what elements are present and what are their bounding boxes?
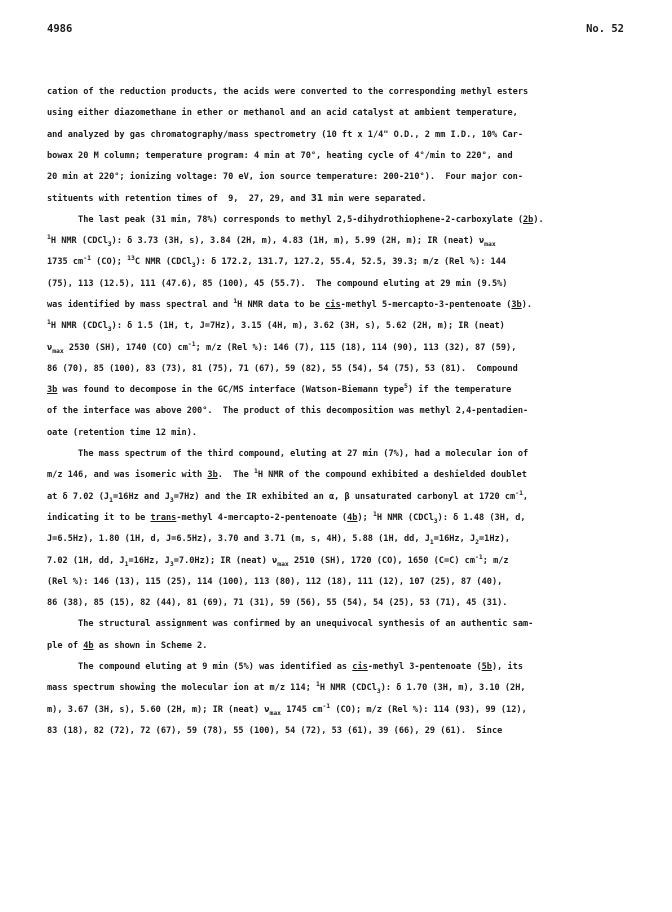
text-line [47, 508, 627, 529]
text-segment: C NMR (CDCl [134, 257, 192, 268]
text-line [47, 295, 627, 316]
subscript: max [52, 346, 64, 355]
text-line [47, 167, 627, 188]
subscript: 3 [169, 495, 174, 504]
subscript: 3 [191, 261, 196, 270]
text-segment: at δ 7.02 (J [47, 491, 110, 502]
compound-label: 3b [207, 470, 218, 481]
superscript: 5 [404, 382, 408, 391]
text-segment: , [522, 491, 529, 502]
text-segment: indicating it to be [47, 512, 151, 523]
text-segment: =7.0Hz); IR (neat) ν [173, 555, 278, 566]
text-segment: stituents with retention times of 9, 27, 29, and [47, 194, 311, 205]
text-segment: of the interface was above 200°. The product of this decomposition was methyl 2,4-pentadien- [47, 406, 529, 417]
subscript: max [277, 559, 289, 568]
text-segment: (CO); [90, 257, 128, 268]
text-segment: 1745 cm [281, 704, 323, 715]
subscript: 3 [107, 325, 112, 334]
text-segment: as shown in Scheme 2. [93, 640, 208, 651]
subscript: 3 [169, 559, 174, 568]
text-segment: 86 (70), 85 (100), 83 (73), 81 (75), 71 (67), 59 (82), 55 (54), 54 (75), 53 (81). Compound [47, 363, 518, 374]
text-line [47, 146, 627, 167]
text-segment: -methyl 3-pentenoate ( [367, 662, 482, 673]
text-segment: ): δ 1.70 (3H, m), 3.10 (2H, [380, 683, 526, 694]
text-segment: (Rel %): 146 (13), 115 (25), 114 (100), 113 (80), 112 (18), 111 (12), 107 (25), 87 (40), [47, 576, 503, 587]
subscript: 3 [433, 516, 438, 525]
text-line [47, 210, 627, 231]
text-line [47, 125, 627, 146]
text-line [47, 444, 627, 465]
subscript: 3 [107, 240, 112, 249]
superscript: -1 [515, 488, 523, 497]
compound-label: 3b [47, 385, 58, 396]
superscript: 1 [253, 467, 258, 476]
text-line [47, 593, 627, 614]
text-segment: 31 [310, 193, 323, 205]
text-segment: =7Hz) and the IR exhibited an α, β unsaturated carbonyl at 1720 cm [173, 491, 516, 502]
text-segment: 1735 cm [47, 257, 84, 268]
text-segment: cation of the reduction products, the acids were converted to the corresponding methyl esters [47, 87, 529, 97]
compound-label: 4b [347, 512, 358, 523]
text-segment: using either diazomethane in ether or methanol and an acid catalyst at ambient temperature, [47, 108, 518, 119]
text-line [47, 231, 627, 252]
text-line [47, 636, 627, 657]
text-line [47, 359, 627, 380]
text-segment: The last peak (31 min, 78%) corresponds to methyl 2,5-dihydrothiophene-2-carboxylate ( [47, 214, 523, 225]
text-segment: ) if the temperature [407, 385, 512, 396]
text-segment: . The [217, 470, 254, 481]
text-line [47, 380, 627, 401]
text-segment: H NMR (CDCl [319, 683, 377, 694]
text-segment: ). [533, 214, 544, 225]
superscript: 1 [47, 233, 51, 242]
text-segment: ): δ 172.2, 131.7, 127.2, 55.4, 52.5, 39.3; m/z (Rel %): 144 [195, 257, 507, 268]
text-segment: =16Hz, J [128, 555, 170, 566]
text-segment: H NMR (CDCl [50, 321, 108, 332]
text-line [47, 423, 627, 444]
text-segment: The compound eluting at 9 min (5%) was identified as [47, 662, 353, 673]
text-segment: bowax 20 M column; temperature program: 4 min at 70°, heating cycle of 4°/min to 220°, and [47, 150, 513, 161]
text-line [47, 572, 627, 593]
issue-number: No. 52 [586, 23, 624, 35]
subscript: 1 [429, 538, 434, 547]
text-segment: 83 (18), 82 (72), 72 (67), 59 (78), 55 (100), 54 (72), 53 (61), 39 (66), 29 (61). Since [47, 725, 503, 736]
superscript: 1 [233, 296, 238, 305]
text-line [47, 721, 627, 742]
text-segment: ), its [491, 662, 524, 673]
superscript: -1 [322, 701, 331, 710]
text-line [47, 103, 627, 124]
text-segment: m/z 146, and was isomeric with [47, 470, 208, 481]
text-segment: and analyzed by gas chromatography/mass spectrometry (10 ft x 1/4" O.D., 2 mm I.D., 10% Car- [47, 129, 523, 140]
text-segment: 2530 (SH), 1740 (CO) cm [63, 342, 188, 353]
compound-label: cis [325, 299, 341, 310]
superscript: -1 [475, 552, 483, 561]
text-segment: H NMR data to be [237, 299, 326, 310]
text-segment: 86 (38), 85 (15), 82 (44), 81 (69), 71 (31), 59 (56), 55 (54), 54 (25), 53 (71), 45 (31). [47, 598, 508, 609]
text-segment: =1Hz), [479, 534, 511, 545]
subscript: max [269, 708, 282, 717]
text-segment: =16Hz and J [112, 491, 170, 502]
text-segment: H NMR of the compound exhibited a deshielded doublet [257, 470, 527, 481]
compound-label: 4b [83, 640, 94, 651]
text-line [47, 82, 627, 103]
compound-label: trans [150, 512, 177, 523]
text-line [47, 401, 627, 422]
text-segment: ); [357, 512, 373, 523]
compound-label: 3b [511, 299, 522, 310]
text-segment: 7.02 (1H, dd, J [47, 555, 125, 566]
text-line [47, 551, 627, 572]
superscript: 13 [127, 254, 135, 263]
text-segment: 2510 (SH), 1720 (CO), 1650 (C=C) cm [288, 555, 476, 566]
text-segment: -methyl 4-mercapto-2-pentenoate ( [176, 512, 348, 523]
subscript: max [484, 240, 496, 249]
text-segment: ple of [47, 640, 84, 651]
compound-label: 5b [481, 662, 492, 673]
text-segment: was identified by mass spectral and [47, 299, 234, 310]
subscript: 1 [124, 559, 129, 568]
text-segment: was found to decompose in the GC/MS interface (Watson-Biemann type [57, 385, 405, 396]
text-line [47, 252, 627, 273]
text-segment: oate (retention time 12 min). [47, 427, 198, 438]
text-line [47, 188, 627, 209]
text-line [47, 465, 627, 486]
text-segment: The structural assignment was confirmed by an unequivocal synthesis of an authentic sam- [47, 619, 534, 630]
text-segment: ): δ 1.5 (1H, t, J=7Hz), 3.15 (4H, m), 3.62 (3H, s), 5.62 (2H, m); IR (neat) [111, 321, 505, 332]
text-segment: H NMR (CDCl [50, 236, 108, 247]
text-segment: (75), 113 (12.5), 111 (47.6), 85 (100), 45 (55.7). The compound eluting at 29 min (9.5%) [47, 278, 508, 289]
text-segment: ): δ 3.73 (3H, s), 3.84 (2H, m), 4.83 (1H, m), 5.99 (2H, m); IR (neat) ν [111, 236, 485, 247]
text-segment: min were separated. [322, 194, 427, 205]
text-segment: ν [47, 342, 53, 353]
text-segment: J=6.5Hz), 1.80 (1H, d, J=6.5Hz), 3.70 and 3.71 (m, s, 4H), 5.88 (1H, dd, J [47, 534, 430, 545]
text-segment: ; m/z (Rel %): 146 (7), 115 (18), 114 (90), 113 (32), 87 (59), [195, 342, 517, 353]
superscript: -1 [187, 339, 196, 348]
text-segment: (CO); m/z (Rel %): 114 (93), 99 (12), [330, 704, 527, 715]
text-line [47, 338, 627, 359]
compound-label: 2b [523, 214, 534, 225]
text-segment: ): δ 1.48 (3H, d, [437, 512, 526, 523]
text-segment: ; m/z [482, 555, 509, 566]
subscript: 3 [376, 687, 381, 696]
page-number: 4986 [47, 23, 73, 35]
body-text [47, 82, 627, 742]
superscript: 1 [47, 318, 51, 327]
text-segment: H NMR (CDCl [376, 512, 434, 523]
text-segment: The mass spectrum of the third compound, eluting at 27 min (7%), had a molecular ion of [47, 449, 529, 460]
text-line [47, 657, 627, 678]
superscript: -1 [83, 254, 91, 263]
superscript: 1 [316, 680, 320, 689]
text-line [47, 700, 627, 721]
superscript: 1 [373, 509, 377, 518]
text-segment: -methyl 5-mercapto-3-pentenoate ( [340, 299, 512, 310]
text-segment: ). [521, 299, 533, 310]
text-segment: mass spectrum showing the molecular ion at m/z 114; [47, 683, 317, 694]
text-segment: 20 min at 220°; ionizing voltage: 70 eV, ion source temperature: 200-210°). Four major con- [47, 172, 523, 183]
text-line [47, 316, 627, 337]
text-segment: m), 3.67 (3H, s), 5.60 (2H, m); IR (neat) ν [47, 704, 270, 715]
text-line [47, 678, 627, 699]
text-segment: =16Hz, J [433, 534, 476, 545]
text-line [47, 274, 627, 295]
compound-label: cis [352, 662, 368, 673]
text-line [47, 487, 627, 508]
subscript: 2 [475, 538, 479, 547]
text-line [47, 529, 627, 550]
subscript: 1 [109, 495, 113, 504]
text-line [47, 614, 627, 635]
